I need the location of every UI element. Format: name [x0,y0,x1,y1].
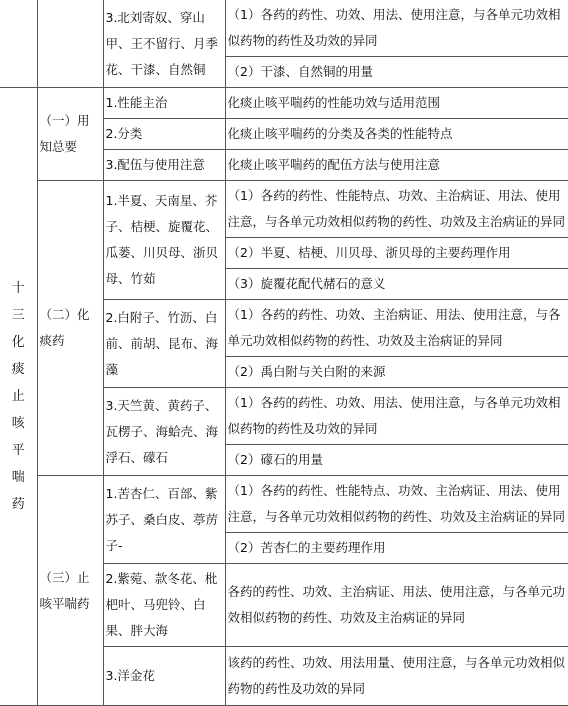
subgroup-cell: 2.分类 [103,119,225,150]
section-title-char: 喘 [11,470,25,485]
point-cell: 化痰止咳平喘药的配伍方法与使用注意 [225,150,568,181]
point-cell: 化痰止咳平喘药的性能功效与适用范围 [225,88,568,119]
point-cell: （1）各药的药性、性能特点、功效、主治病证、用法、使用注意，与各单元功效相似药物的药性、功效及主治病证的异同 [225,476,568,533]
subgroup-cell: 2.紫菀、款冬花、枇杷叶、马兜铃、白果、胖大海 [103,564,225,647]
section-title-char: 药 [11,497,25,512]
section-title-char: 十 [11,281,25,296]
section-title-char: 咳 [11,416,25,431]
point-cell: 化痰止咳平喘药的分类及各类的性能特点 [225,119,568,150]
point-cell: （2）半夏、桔梗、川贝母、浙贝母的主要药理作用 [225,238,568,269]
table-row [0,181,568,238]
point-cell: （2）礞石的用量 [225,445,568,476]
point-cell: （2）干漆、自然铜的用量 [225,57,568,88]
section-title-cell [0,88,37,706]
subgroup-cell: 1.苦杏仁、百部、紫苏子、桑白皮、葶苈子- [103,476,225,564]
unit-name-cell: （三）止咳平喘药 [37,476,103,706]
point-cell: （3）旋覆花配代赭石的意义 [225,269,568,300]
subgroup-cell: 3.配伍与使用注意 [103,150,225,181]
subgroup-cell: 3.洋金花 [103,647,225,706]
subgroup-cell: 3.北刘寄奴、穿山甲、王不留行、月季花、干漆、自然铜 [103,0,225,88]
subgroup-cell: 2.白附子、竹沥、白前、前胡、昆布、海藻 [103,300,225,388]
point-cell: （1）各药的药性、功效、用法、使用注意，与各单元功效相似药物的药性及功效的异同 [225,388,568,445]
point-cell: （1）各药的药性、性能特点、功效、主治病证、用法、使用注意，与各单元功效相似药物的药性、功效及主治病证的异同 [225,181,568,238]
section-title-char: 止 [11,389,25,404]
section-title-char: 化 [11,335,25,350]
section-title-char: 三 [11,308,25,323]
subgroup-cell: 1.半夏、天南星、芥子、桔梗、旋覆花、瓜蒌、川贝母、浙贝母、竹茹 [103,181,225,300]
section-title-char: 平 [11,443,25,458]
subgroup-cell: 1.性能主治 [103,88,225,119]
point-cell: 各药的药性、功效、主治病证、用法、使用注意，与各单元功效相似药物的药性、功效及主治病证的异同 [225,564,568,647]
point-cell: （1）各药的药性、功效、主治病证、用法、使用注意，与各单元功效相似药物的药性、功效及主治病证的异同 [225,300,568,357]
subgroup-cell: 3.天竺黄、黄药子、瓦楞子、海蛤壳、海浮石、礞石 [103,388,225,476]
table-row [0,476,568,533]
point-cell: （2）苦杏仁的主要药理作用 [225,533,568,564]
prev-unit-cell [37,0,103,88]
table-row [0,88,568,119]
point-cell: （2）禹白附与关白附的来源 [225,357,568,388]
point-cell: （1）各药的药性、功效、用法、使用注意，与各单元功效相似药物的药性及功效的异同 [225,0,568,57]
point-cell: 该药的药性、功效、用法用量、使用注意，与各单元功效相似药物的药性及功效的异同 [225,647,568,706]
prev-section-cell [0,0,37,88]
section-title-char: 痰 [11,362,25,377]
unit-name-cell: （一）用知总要 [37,88,103,181]
table-row [0,0,568,57]
unit-name-cell: （二）化痰药 [37,181,103,476]
